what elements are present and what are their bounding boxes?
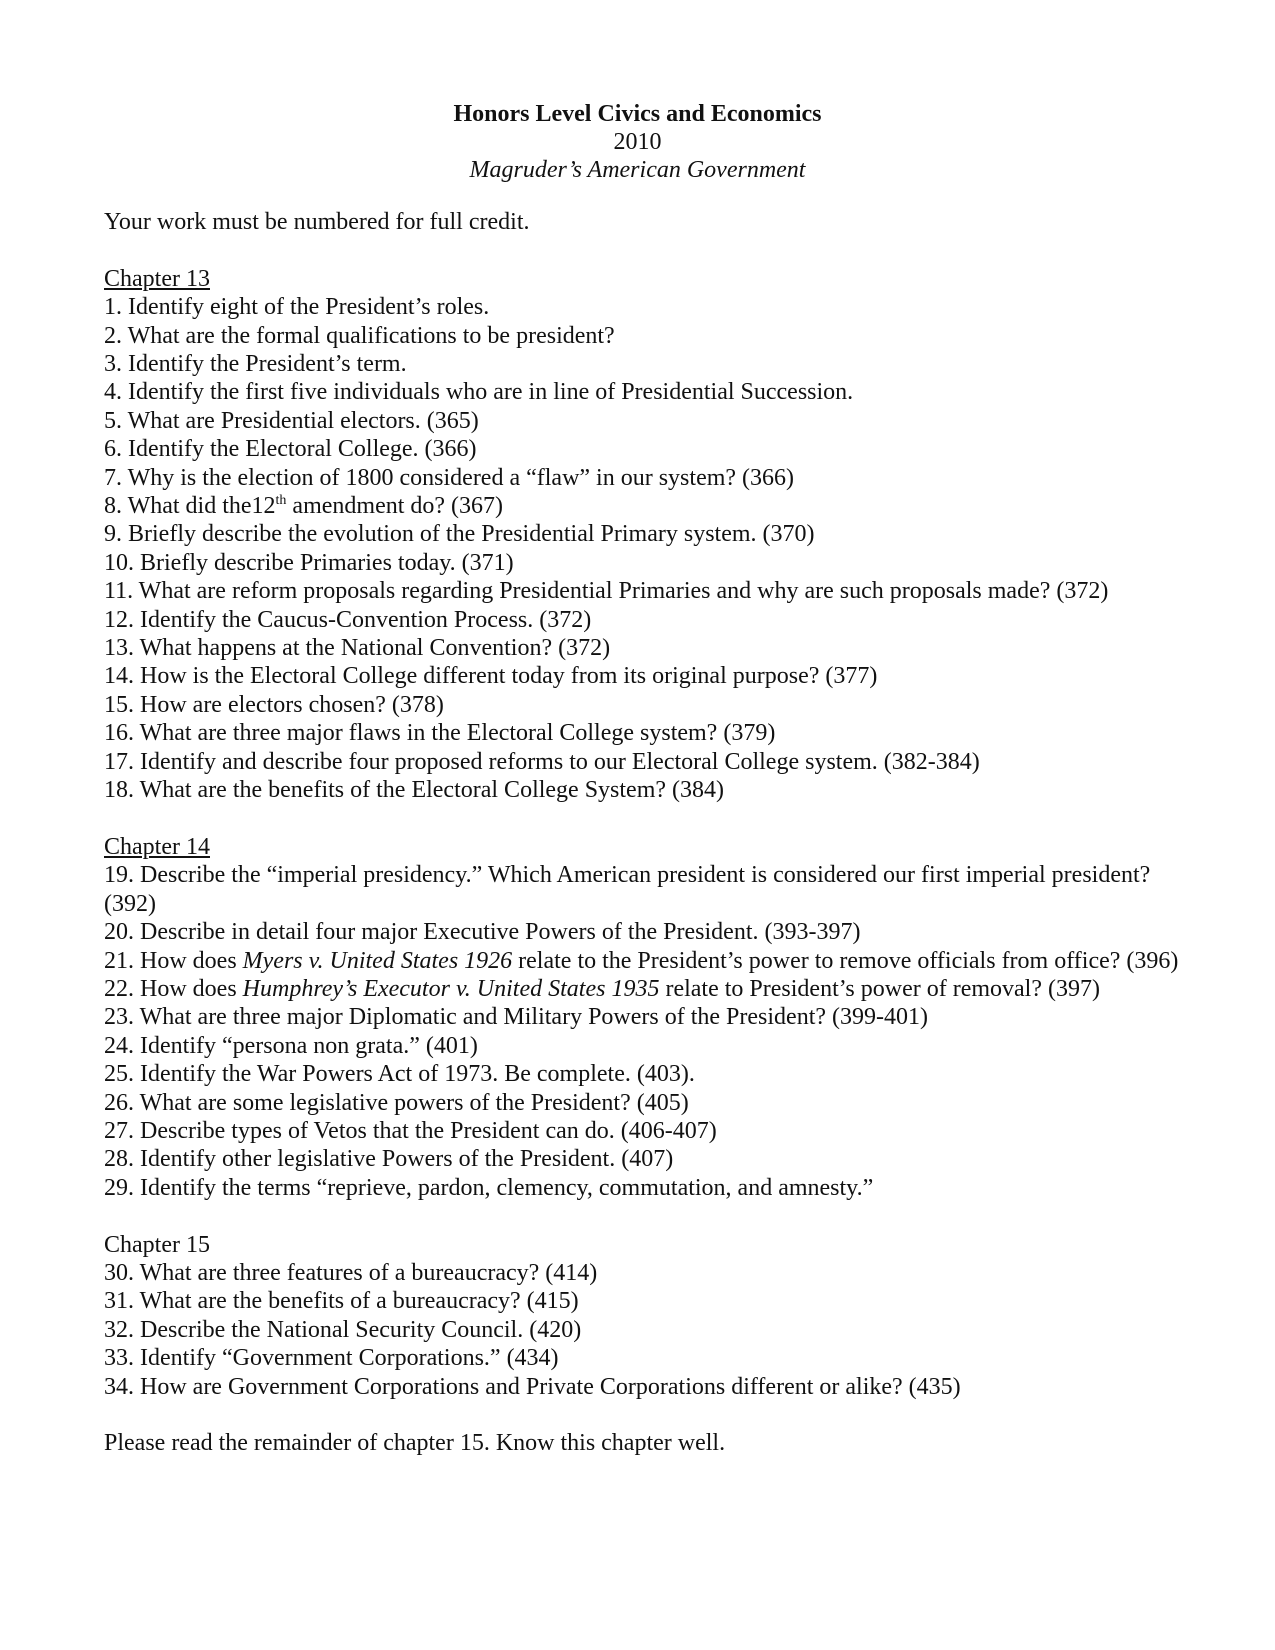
question-21-case-name: Myers v. United States 1926 <box>242 947 513 974</box>
question-9: 9. Briefly describe the evolution of the Presidential Primary system. (370) <box>104 521 815 548</box>
question-32: 32. Describe the National Security Council. (420) <box>104 1316 582 1343</box>
question-26: 26. What are some legislative powers of the President? (405) <box>104 1089 689 1116</box>
question-22-text-end: relate to President’s power of removal? (397) <box>659 975 1100 1002</box>
chapter-15-heading: Chapter 15 <box>104 1231 210 1258</box>
document-header <box>0 100 1275 184</box>
question-21-text: 21. How does <box>104 947 243 974</box>
question-1: 1. Identify eight of the President’s roles. <box>104 294 490 321</box>
question-27: 27. Describe types of Vetos that the President can do. (406-407) <box>104 1117 717 1144</box>
question-2: 2. What are the formal qualifications to be president? <box>104 322 615 349</box>
question-7: 7. Why is the election of 1800 considered a “flaw” in our system? (366) <box>104 464 795 491</box>
question-18: 18. What are the benefits of the Electoral College System? (384) <box>104 777 725 804</box>
question-34: 34. How are Government Corporations and Private Corporations different or alike? (435) <box>104 1373 961 1400</box>
question-21-text-end: relate to the President’s power to remove officials from office? (396) <box>512 947 1179 974</box>
question-10: 10. Briefly describe Primaries today. (371) <box>104 549 514 576</box>
question-22-text: 22. How does <box>104 975 243 1002</box>
question-16: 16. What are three major flaws in the Electoral College system? (379) <box>104 720 776 747</box>
question-12: 12. Identify the Caucus-Convention Process. (372) <box>104 606 592 633</box>
question-25: 25. Identify the War Powers Act of 1973. Be complete. (403). <box>104 1061 695 1088</box>
question-19: 19. Describe the “imperial presidency.” Which American president is considered our first imperial president? (392) <box>104 862 1151 917</box>
question-28: 28. Identify other legislative Powers of the President. (407) <box>104 1146 674 1173</box>
closing-text: Please read the remainder of chapter 15. Know this chapter well. <box>104 1430 726 1457</box>
chapter-14-heading: Chapter 14 <box>104 833 210 860</box>
question-22 <box>104 975 1184 1003</box>
document-body <box>104 208 1184 1458</box>
intro-text: Your work must be numbered for full credit. <box>104 209 530 235</box>
question-4: 4. Identify the first five individuals who are in line of Presidential Succession. <box>104 379 854 406</box>
document-textbook: Magruder’s American Government <box>469 157 806 183</box>
question-6: 6. Identify the Electoral College. (366) <box>104 436 477 463</box>
chapter-13-heading: Chapter 13 <box>104 265 210 292</box>
question-17: 17. Identify and describe four proposed reforms to our Electoral College system. (382-384) <box>104 748 980 775</box>
document-title: Honors Level Civics and Economics <box>453 101 822 127</box>
question-3: 3. Identify the President’s term. <box>104 351 407 378</box>
question-30: 30. What are three features of a bureaucracy? (414) <box>104 1259 598 1286</box>
question-24: 24. Identify “persona non grata.” (401) <box>104 1032 478 1059</box>
document-year: 2010 <box>613 129 662 155</box>
question-23: 23. What are three major Diplomatic and Military Powers of the President? (399-401) <box>104 1004 928 1031</box>
question-31: 31. What are the benefits of a bureaucracy? (415) <box>104 1288 579 1315</box>
question-21 <box>104 947 1184 975</box>
question-14: 14. How is the Electoral College different today from its original purpose? (377) <box>104 663 878 690</box>
question-29: 29. Identify the terms “reprieve, pardon, clemency, commutation, and amnesty.” <box>104 1174 874 1201</box>
question-15: 15. How are electors chosen? (378) <box>104 691 444 718</box>
question-8 <box>104 492 1184 520</box>
question-13: 13. What happens at the National Convention? (372) <box>104 635 611 662</box>
question-5: 5. What are Presidential electors. (365) <box>104 407 479 434</box>
question-22-case-name: Humphrey’s Executor v. United States 1935 <box>242 975 660 1002</box>
question-20: 20. Describe in detail four major Executive Powers of the President. (393-397) <box>104 919 861 946</box>
question-8-text: 8. What did the12 <box>104 493 276 520</box>
question-8-text-end: amendment do? (367) <box>286 493 504 520</box>
question-8-superscript: th <box>275 493 287 509</box>
question-33: 33. Identify “Government Corporations.” (434) <box>104 1345 559 1372</box>
question-11: 11. What are reform proposals regarding Presidential Primaries and why are such proposals made? (372) <box>104 578 1109 605</box>
